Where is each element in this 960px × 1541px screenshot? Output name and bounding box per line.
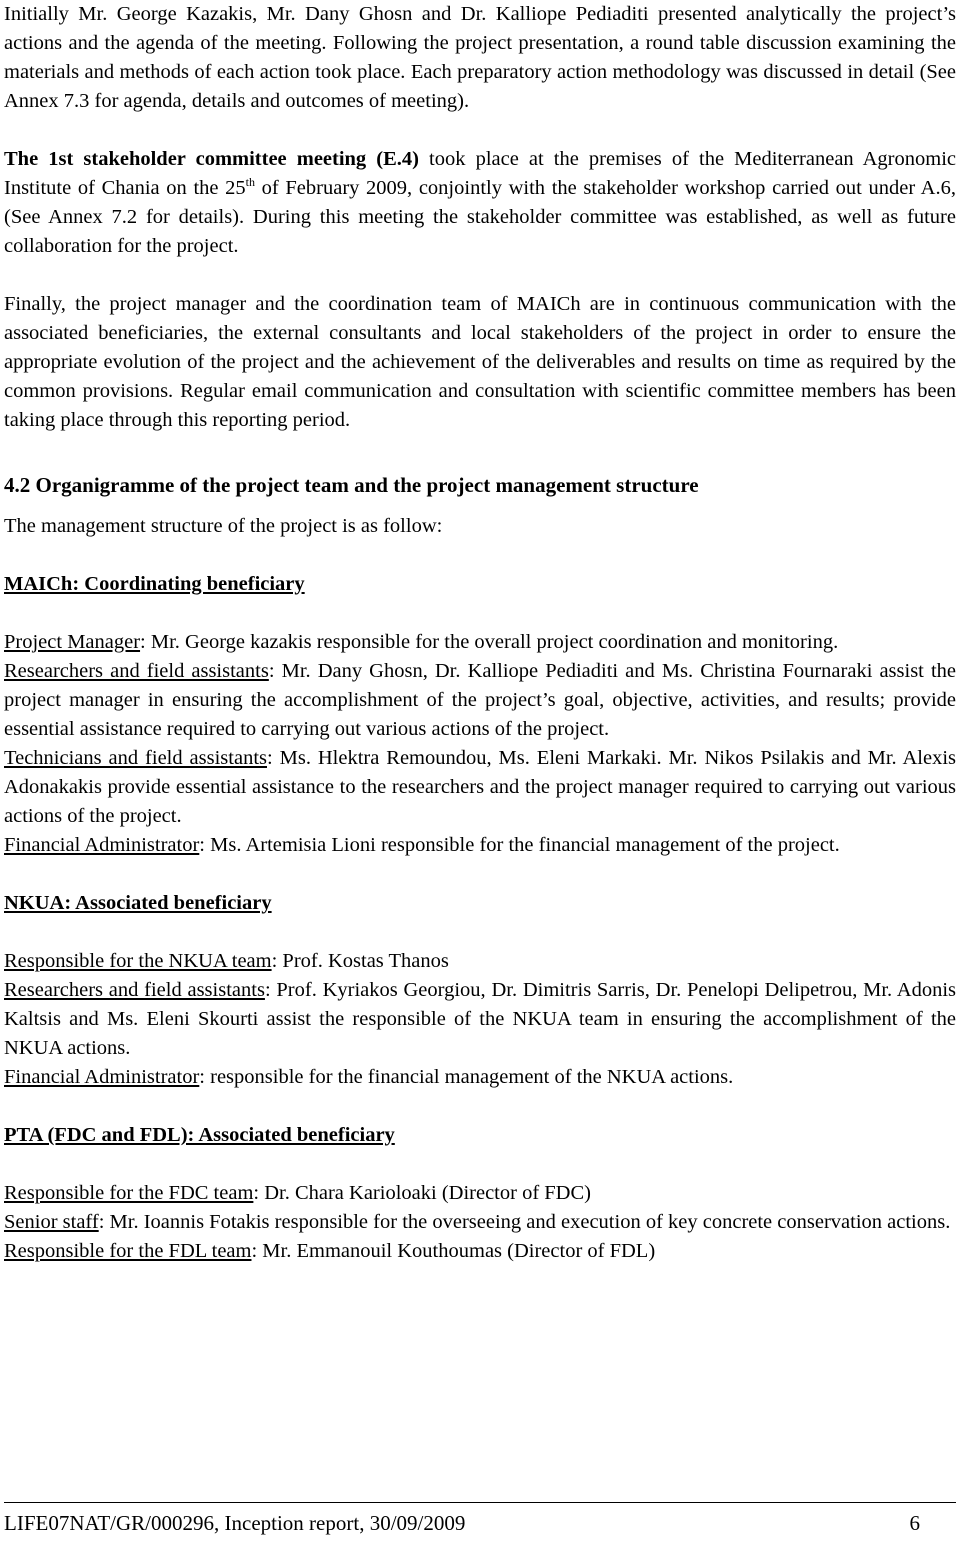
role-description: : responsible for the financial management of the NKUA actions. [199,1066,734,1088]
section-intro: The management structure of the project is as follow: [4,515,443,537]
role-label: Responsible for the FDC team [4,1182,254,1204]
pta-heading: PTA (FDC and FDL): Associated beneficiary [4,1124,395,1146]
role-label: Researchers and field assistants [4,979,265,1001]
ordinal-suffix: th [245,175,255,190]
pta-entry [4,1208,956,1237]
nkua-entries [4,947,956,1092]
stakeholder-meeting-text-a: took place at the premises of the Mediterranean Agronomic Institute of Chania on the 25 [4,148,956,199]
paragraph-initial-presentation: Initially Mr. George Kazakis, Mr. Dany Ghosn and Dr. Kalliope Pediaditi presented analytically the project’s actions and the agenda of the meeting. Following the project presentation, a round table discussion examining the materials and methods of each action took place. Each preparatory action methodology was discussed in detail (See Annex 7.3 for agenda, details and outcomes of meeting). [4,3,956,112]
role-description: : Mr. George kazakis responsible for the overall project coordination and monitoring. [140,631,839,653]
maich-entry [4,657,956,744]
nkua-entry [4,947,956,976]
stakeholder-meeting-text-b: of February 2009, conjointly with the stakeholder workshop carried out under A.6, (See Annex 7.2 for details). During this meeting the stakeholder committee was established, as well as future collaboration for the project. [4,177,956,257]
nkua-entry [4,1063,956,1092]
role-label: Financial Administrator [4,1066,200,1088]
pta-entry [4,1237,956,1266]
role-description: : Mr. Dany Ghosn, Dr. Kalliope Pediaditi and Ms. Christina Fournaraki assist the project manager in ensuring the accomplishment of the project’s goal, objective, activities, and results; provide essential assistance required to carrying out various actions of the project. [4,660,956,740]
role-label: Responsible for the NKUA team [4,950,272,972]
maich-entry [4,831,956,860]
role-label: Researchers and field assistants [4,660,269,682]
page-number: 6 [909,1511,920,1535]
role-description: : Prof. Kostas Thanos [271,950,449,972]
role-label: Senior staff [4,1211,99,1233]
role-description: : Mr. Emmanouil Kouthoumas (Director of FDL) [251,1240,656,1262]
role-description: : Ms. Artemisia Lioni responsible for the financial management of the project. [199,834,840,856]
role-description: : Dr. Chara Karioloaki (Director of FDC) [253,1182,591,1204]
role-description: : Mr. Ioannis Fotakis responsible for the overseeing and execution of key concrete conservation actions. [98,1211,951,1233]
role-label: Technicians and field assistants [4,747,267,769]
maich-entry [4,628,956,657]
document-body [4,0,956,1266]
paragraph-communication: Finally, the project manager and the coordination team of MAICh are in continuous communication with the associated beneficiaries, the external consultants and local stakeholders of the project in order to ensure the appropriate evolution of the project and the achievement of the deliverables and results on time as required by the common provisions. Regular email communication and consultation with scientific committee members has been taking place through this reporting period. [4,293,956,431]
page-footer [4,1502,956,1537]
nkua-heading: NKUA: Associated beneficiary [4,892,272,914]
role-description: : Prof. Kyriakos Georgiou, Dr. Dimitris Sarris, Dr. Penelopi Delipetrou, Mr. Adonis Kaltsis and Ms. Eleni Skourti assist the responsible of the NKUA team in ensuring the accomplishment of the NKUA actions. [4,979,956,1059]
role-label: Responsible for the FDL team [4,1240,252,1262]
section-heading-organigramme: 4.2 Organigramme of the project team and the project management structure [4,473,699,497]
pta-entries [4,1179,956,1266]
role-description: : Ms. Hlektra Remoundou, Ms. Eleni Markaki. Mr. Nikos Psilakis and Mr. Alexis Adonakakis provide essential assistance to the researchers and the project manager required to carrying out various actions of the project. [4,747,956,827]
pta-entry [4,1179,956,1208]
stakeholder-meeting-title: The 1st stakeholder committee meeting (E.4) [4,148,419,170]
footer-reference: LIFE07NAT/GR/000296, Inception report, 30/09/2009 [4,1511,466,1535]
maich-entries [4,628,956,860]
maich-heading: MAICh: Coordinating beneficiary [4,573,305,595]
paragraph-stakeholder-meeting [4,145,956,261]
nkua-entry [4,976,956,1063]
role-label: Project Manager [4,631,141,653]
maich-entry [4,744,956,831]
role-label: Financial Administrator [4,834,200,856]
